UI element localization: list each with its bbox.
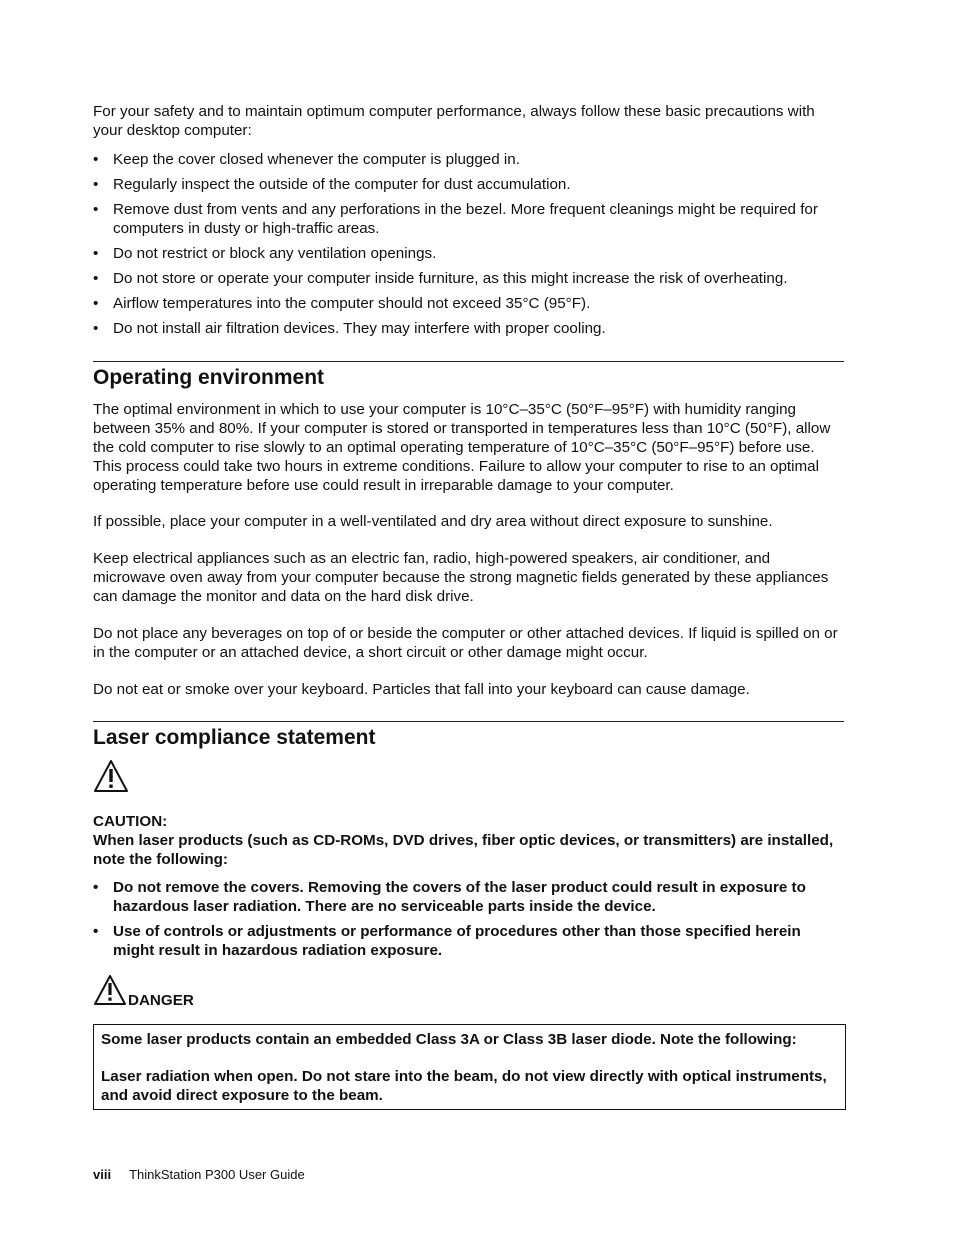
caution-label: CAUTION:: [93, 813, 168, 830]
list-item: • Do not install air filtration devices. They may interfere with proper cooling.: [93, 320, 606, 337]
paragraph: If possible, place your computer in a well-ventilated and dry area without direct exposure to sunshine.: [93, 513, 773, 530]
list-item-text: Do not store or operate your computer inside furniture, as this might increase the risk of overheating.: [113, 270, 788, 287]
danger-triangle-icon: [93, 974, 127, 1006]
list-item: • Do not restrict or block any ventilation openings.: [93, 245, 437, 262]
list-item-text: Regularly inspect the outside of the computer for dust accumulation.: [113, 176, 571, 193]
danger-label: DANGER: [128, 992, 194, 1009]
list-item: • Use of controls or adjustments or performance of procedures other than those specified herein might result in hazardous radiation exposure.: [93, 923, 801, 959]
paragraph: The optimal environment in which to use your computer is 10°C–35°C (50°F–95°F) with humidity ranging between 35% and 80%. If your computer is stored or transported in temperatures less than 10°C (50°F), allow the cold computer to rise slowly to an optimal operating temperature of 10°C–35°C (50°F–95°F) before use. This process could take two hours in extreme conditions. Failure to allow your computer to rise to an optimal operating temperature before use could result in irreparable damage to your computer.: [93, 401, 831, 494]
list-item-text: Remove dust from vents and any perforations in the bezel. More frequent cleanings might be required for computers in dusty or high-traffic areas.: [113, 201, 818, 237]
list-item: • Do not store or operate your computer inside furniture, as this might increase the risk of overheating.: [93, 270, 788, 287]
section-divider: [93, 361, 844, 362]
caution-text: When laser products (such as CD-ROMs, DVD drives, fiber optic devices, or transmitters) are installed, note the following:: [93, 832, 834, 868]
list-item-text: Do not remove the covers. Removing the covers of the laser product could result in exposure to hazardous laser radiation. There are no serviceable parts inside the device.: [113, 879, 806, 915]
precautions-list: [93, 150, 845, 344]
danger-notice-line: Laser radiation when open. Do not stare into the beam, do not view directly with optical instruments, and avoid direct exposure to the beam.: [101, 1068, 827, 1104]
caution-list: [93, 878, 845, 966]
list-item: • Keep the cover closed whenever the computer is plugged in.: [93, 151, 520, 168]
paragraph: Do not place any beverages on top of or beside the computer or other attached devices. If liquid is spilled on or in the computer or an attached device, a short circuit or other damage might occur.: [93, 625, 838, 661]
list-item-text: Airflow temperatures into the computer should not exceed 35°C (95°F).: [113, 295, 591, 312]
danger-notice-line: Some laser products contain an embedded Class 3A or Class 3B laser diode. Note the following:: [101, 1031, 797, 1048]
danger-notice-box: [93, 1024, 846, 1110]
list-item: • Remove dust from vents and any perforations in the bezel. More frequent cleanings might be required for computers in dusty or high-traffic areas.: [93, 201, 818, 237]
list-item-text: Keep the cover closed whenever the computer is plugged in.: [113, 151, 520, 168]
warning-triangle-icon: [93, 759, 129, 793]
section-divider: [93, 721, 844, 722]
page-footer: [93, 1167, 305, 1183]
list-item-text: Do not install air filtration devices. They may interfere with proper cooling.: [113, 320, 606, 337]
list-item-text: Use of controls or adjustments or performance of procedures other than those specified herein might result in hazardous radiation exposure.: [113, 923, 801, 959]
laser-compliance-heading: Laser compliance statement: [93, 726, 376, 749]
list-item: • Do not remove the covers. Removing the covers of the laser product could result in exposure to hazardous laser radiation. There are no serviceable parts inside the device.: [93, 879, 806, 915]
page-number: viii: [93, 1167, 112, 1182]
operating-environment-heading: Operating environment: [93, 366, 325, 389]
list-item: • Regularly inspect the outside of the computer for dust accumulation.: [93, 176, 571, 193]
list-item-text: Do not restrict or block any ventilation openings.: [113, 245, 437, 262]
intro-paragraph: For your safety and to maintain optimum computer performance, always follow these basic precautions with your desktop computer:: [93, 103, 815, 139]
document-title: ThinkStation P300 User Guide: [129, 1167, 305, 1182]
list-item: • Airflow temperatures into the computer should not exceed 35°C (95°F).: [93, 295, 591, 312]
paragraph: Keep electrical appliances such as an electric fan, radio, high-powered speakers, air conditioner, and microwave oven away from your computer because the strong magnetic fields generated by these appliances can damage the monitor and data on the hard disk drive.: [93, 550, 829, 605]
paragraph: Do not eat or smoke over your keyboard. Particles that fall into your keyboard can cause damage.: [93, 681, 750, 698]
